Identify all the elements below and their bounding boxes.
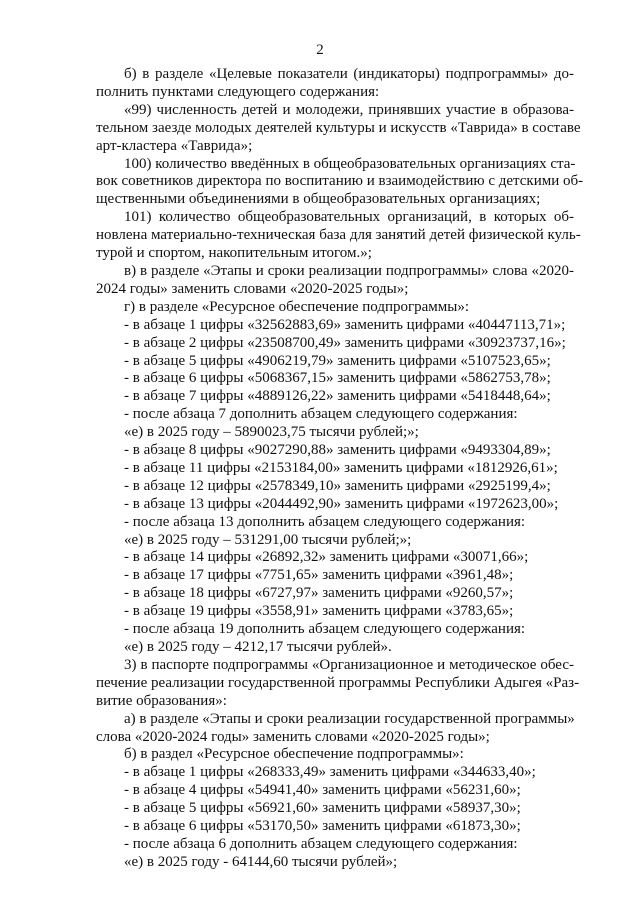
- text-line: 2024 годы» заменить словами «2020-2025 годы»;: [96, 280, 409, 297]
- text-line: щественными объединениями в общеобразовательных организациях;: [96, 191, 541, 208]
- text-line: - в абзаце 7 цифры «4889126,22» заменить цифрами «5418448,64»;: [124, 388, 551, 405]
- text-line: г) в разделе «Ресурсное обеспечение подпрограммы»:: [124, 298, 470, 315]
- text-line: - в абзаце 6 цифры «53170,50» заменить цифрами «61873,30»;: [124, 818, 521, 835]
- text-line: «е) в 2025 году – 5890023,75 тысячи рублей;»;: [124, 424, 419, 441]
- text-line: тельном заезде молодых деятелей культуры и искусств «Таврида» в составе: [96, 119, 581, 136]
- text-line: «е) в 2025 году – 531291,00 тысячи рублей;»;: [124, 531, 412, 548]
- text-line: «99) численность детей и молодежи, принявших участие в образова-: [124, 101, 574, 118]
- text-line: - в абзаце 11 цифры «2153184,00» заменить цифрами «1812926,61»;: [124, 459, 558, 476]
- text-line: в) в разделе «Этапы и сроки реализации подпрограммы» слова «2020-: [124, 262, 574, 279]
- text-line: - после абзаца 13 дополнить абзацем следующего содержания:: [124, 513, 526, 530]
- text-line: а) в разделе «Этапы и сроки реализации государственной программы»: [124, 710, 575, 727]
- text-line: витие образования»:: [96, 692, 227, 709]
- text-line: - в абзаце 1 цифры «268333,49» заменить цифрами «344633,40»;: [124, 764, 536, 781]
- text-line: 3) в паспорте подпрограммы «Организационное и методическое обес-: [124, 656, 574, 673]
- text-line: - в абзаце 1 цифры «32562883,69» заменить цифрами «40447113,71»;: [124, 316, 566, 333]
- text-line: - после абзаца 6 дополнить абзацем следующего содержания:: [124, 835, 518, 852]
- text-line: «е) в 2025 году - 64144,60 тысячи рублей»;: [124, 853, 398, 870]
- page-number: 2: [316, 42, 324, 58]
- text-line: вок советников директора по воспитанию и взаимодействию с детскими об-: [96, 173, 584, 190]
- text-line: турой и спортом, накопительным итогом.»;: [96, 245, 372, 262]
- text-line: - в абзаце 14 цифры «26892,32» заменить цифрами «30071,66»;: [124, 549, 529, 566]
- text-line: - в абзаце 8 цифры «9027290,88» заменить цифрами «9493304,89»;: [124, 442, 551, 459]
- text-line: - в абзаце 19 цифры «3558,91» заменить цифрами «3783,65»;: [124, 603, 514, 620]
- text-line: 100) количество введённых в общеобразовательных организациях ста-: [124, 155, 576, 172]
- text-line: б) в разделе «Целевые показатели (индикаторы) подпрограммы» до-: [124, 66, 574, 82]
- text-line: - в абзаце 5 цифры «56921,60» заменить цифрами «58937,30»;: [124, 800, 521, 817]
- text-line: слова «2020-2024 годы» заменить словами «2020-2025 годы»;: [96, 728, 490, 745]
- text-line: - в абзаце 17 цифры «7751,65» заменить цифрами «3961,48»;: [124, 567, 514, 584]
- text-line: «е) в 2025 году – 4212,17 тысячи рублей».: [124, 639, 392, 655]
- text-line: - после абзаца 19 дополнить абзацем следующего содержания:: [124, 621, 526, 638]
- text-line: - в абзаце 18 цифры «6727,97» заменить цифрами «9260,57»;: [124, 585, 514, 602]
- text-line: - в абзаце 13 цифры «2044492,90» заменить цифрами «1972623,00»;: [124, 495, 559, 512]
- text-line: - в абзаце 4 цифры «54941,40» заменить цифрами «56231,60»;: [124, 782, 521, 799]
- text-line: - в абзаце 12 цифры «2578349,10» заменить цифрами «2925199,4»;: [124, 477, 551, 494]
- text-line: арт-кластера «Таврида»;: [96, 137, 253, 154]
- text-line: - в абзаце 6 цифры «5068367,15» заменить цифрами «5862753,78»;: [124, 370, 551, 387]
- text-line: б) в раздел «Ресурсное обеспечение подпрограммы»:: [124, 746, 464, 763]
- text-line: полнить пунктами следующего содержания:: [96, 83, 380, 100]
- text-line: - после абзаца 7 дополнить абзацем следующего содержания:: [124, 406, 518, 423]
- text-line: печение реализации государственной программы Республики Адыгея «Раз-: [96, 674, 580, 691]
- document-body: [96, 66, 584, 872]
- text-line: - в абзаце 5 цифры «4906219,79» заменить цифрами «5107523,65»;: [124, 352, 551, 369]
- text-line: 101) количество общеобразовательных организаций, в которых об-: [124, 209, 574, 226]
- text-line: - в абзаце 2 цифры «23508700,49» заменить цифрами «30923737,16»;: [124, 334, 566, 351]
- text-line: новлена материально-техническая база для занятий детей физической куль-: [96, 227, 581, 244]
